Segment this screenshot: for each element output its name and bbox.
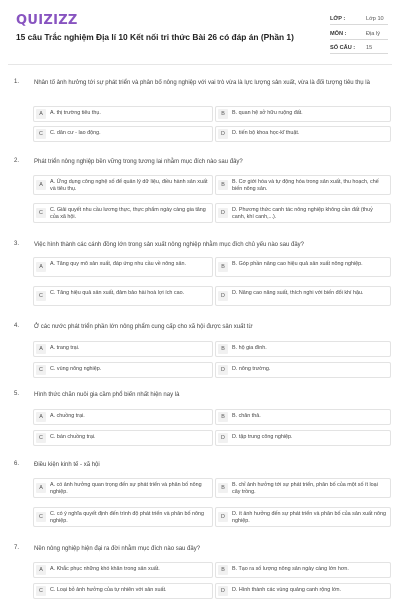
option-letter: D [218, 129, 228, 139]
option-letter: D [218, 208, 228, 218]
option-text: D. tiến bộ khoa học-kĩ thuật. [232, 130, 300, 136]
question-text: Việc hình thành các cánh đồng lớn trong sản xuất nông nghiệp nhằm mục đích chủ yếu nào sau đây? [34, 242, 305, 248]
question-number: 7. [14, 545, 20, 551]
question-text: Hình thức chăn nuôi gia cầm phổ biến nhất hiện nay là [34, 392, 180, 398]
option-text: B. Cơ giới hóa và tự động hóa trong sản xuất, thu hoạch, chế biến nông sản. [232, 179, 379, 192]
option-text: C. vùng nông nghiệp. [50, 366, 102, 372]
option-c[interactable] [33, 583, 213, 599]
question-text: Nhân tố ảnh hưởng tới sự phát triển và phân bố nông nghiệp với vai trò vừa là lực lượng sản xuất, vừa là đối tượng tiêu thụ là [34, 80, 370, 86]
option-text: D. tập trung công nghiệp. [232, 434, 293, 440]
option-letter: C [36, 208, 46, 218]
option-a[interactable] [33, 562, 213, 578]
option-b[interactable] [215, 106, 391, 122]
option-letter: C [36, 129, 46, 139]
option-letter: A [36, 180, 46, 190]
meta-grade [330, 13, 388, 25]
option-text: B. chỉ ảnh hưởng tới sự phát triển, phân bố của một số ít loại cây trồng. [232, 482, 378, 495]
meta-subject-value: Địa lý [366, 31, 380, 37]
option-text: B. quan hệ sở hữu ruộng đất. [232, 110, 303, 116]
option-letter: C [36, 586, 46, 596]
meta-subject [330, 28, 388, 40]
question-text: Ở các nước phát triển phần lớn nông phẩm cung cấp cho xã hội được sản xuất từ [34, 324, 253, 330]
option-text: D. ít ảnh hưởng đến sự phát triển và phân bố của sản xuất nông nghiệp. [232, 511, 387, 524]
option-d[interactable] [215, 430, 391, 446]
question-text: Nền nông nghiệp hiện đại ra đời nhằm mục đích nào sau đây? [34, 546, 201, 552]
question-text: Phát triển nông nghiệp bền vững trong tương lai nhằm mục đích nào sau đây? [34, 159, 243, 165]
option-b[interactable] [215, 175, 391, 195]
option-letter: B [218, 483, 228, 493]
option-letter: A [36, 109, 46, 119]
option-letter: C [36, 433, 46, 443]
option-text: A. trang trại. [50, 345, 80, 351]
option-a[interactable] [33, 341, 213, 357]
option-d[interactable] [215, 126, 391, 142]
option-text: B. Góp phần nâng cao hiệu quả sản xuất nông nghiệp. [232, 261, 363, 267]
option-text: B. chăn thả. [232, 413, 261, 419]
meta-grade-label: LỚP : [330, 16, 346, 22]
option-d[interactable] [215, 583, 391, 599]
option-letter: B [218, 180, 228, 190]
meta-question-count-value: 15 [366, 45, 373, 51]
question-number: 2. [14, 158, 20, 164]
option-text: D. Hình thành các vùng quảng canh rộng lớn. [232, 587, 342, 593]
question-text: Điều kiện kinh tế - xã hội [34, 462, 100, 468]
option-b[interactable] [215, 562, 391, 578]
option-letter: D [218, 291, 228, 301]
option-text: D. nông trường. [232, 366, 271, 372]
option-letter: A [36, 483, 46, 493]
option-text: B. hộ gia đình. [232, 345, 267, 351]
option-a[interactable] [33, 106, 213, 122]
meta-grade-value: Lớp 10 [366, 16, 384, 22]
header-divider [8, 64, 392, 65]
option-a[interactable] [33, 478, 213, 498]
option-letter: C [36, 365, 46, 375]
option-d[interactable] [215, 203, 391, 223]
option-c[interactable] [33, 126, 213, 142]
question-number: 3. [14, 241, 20, 247]
option-text: C. Tăng hiệu quả sản xuất, đảm bảo hài hoà lợi ích cao. [50, 290, 185, 296]
option-d[interactable] [215, 362, 391, 378]
option-a[interactable] [33, 409, 213, 425]
option-text: A. thị trường tiêu thụ. [50, 110, 101, 116]
option-c[interactable] [33, 362, 213, 378]
option-letter: D [218, 365, 228, 375]
quizizz-logo: QUIZIZZ [16, 13, 78, 28]
meta-question-count-label: SỐ CÂU : [330, 45, 356, 51]
option-letter: D [218, 433, 228, 443]
option-c[interactable] [33, 507, 213, 527]
option-a[interactable] [33, 257, 213, 277]
question-number: 6. [14, 461, 20, 467]
option-text: D. Nâng cao năng suất, thích nghi với biến đổi khí hậu. [232, 290, 364, 296]
meta-question-count [330, 42, 388, 54]
option-c[interactable] [33, 430, 213, 446]
option-d[interactable] [215, 286, 391, 306]
question-number: 4. [14, 323, 20, 329]
option-text: C. Giải quyết nhu cầu lương thực, thực phẩm ngày càng gia tăng của xã hội. [50, 207, 206, 220]
meta-subject-label: MÔN : [330, 31, 347, 37]
option-letter: A [36, 565, 46, 575]
option-b[interactable] [215, 478, 391, 498]
option-letter: B [218, 262, 228, 272]
option-letter: A [36, 262, 46, 272]
option-d[interactable] [215, 507, 391, 527]
option-letter: A [36, 412, 46, 422]
option-b[interactable] [215, 341, 391, 357]
option-text: A. Ứng dụng công nghệ số để quản lý dữ liệu, điều hành sản xuất và tiêu thụ. [50, 179, 208, 192]
option-a[interactable] [33, 175, 213, 195]
option-text: A. Khắc phục những khó khăn trong sản xuất. [50, 566, 160, 572]
option-letter: C [36, 291, 46, 301]
option-text: C. bán chuồng trại. [50, 434, 96, 440]
option-b[interactable] [215, 257, 391, 277]
option-text: B. Tạo ra số lượng nông sản ngày càng lớn hơn. [232, 566, 349, 572]
question-number: 5. [14, 391, 20, 397]
option-letter: B [218, 565, 228, 575]
worksheet-title: 15 câu Trắc nghiệm Địa lí 10 Kết nối tri thức Bài 26 có đáp án (Phần 1) [16, 32, 294, 42]
question-number: 1. [14, 79, 20, 85]
worksheet-header [0, 0, 400, 62]
option-b[interactable] [215, 409, 391, 425]
option-letter: A [36, 344, 46, 354]
option-letter: C [36, 512, 46, 522]
option-text: D. Phương thức canh tác nông nghiệp không cần đất (thuỷ canh, khí canh,...). [232, 207, 373, 220]
option-text: C. có ý nghĩa quyết định đến trình độ phát triển và phân bố nông nghiệp. [50, 511, 205, 524]
option-text: C. Loại bỏ ảnh hưởng của tự nhiên với sản xuất. [50, 587, 167, 593]
option-c[interactable] [33, 203, 213, 223]
option-text: C. dân cư - lao động. [50, 130, 101, 136]
option-text: A. chuồng trại. [50, 413, 85, 419]
option-letter: B [218, 109, 228, 119]
option-letter: B [218, 344, 228, 354]
option-text: A. Tăng quy mô sản xuất, đáp ứng nhu cầu về nông sản. [50, 261, 186, 267]
option-c[interactable] [33, 286, 213, 306]
option-letter: B [218, 412, 228, 422]
option-letter: D [218, 586, 228, 596]
option-letter: D [218, 512, 228, 522]
option-text: A. có ảnh hưởng quan trọng đến sự phát triển và phân bố nông nghiệp. [50, 482, 202, 495]
